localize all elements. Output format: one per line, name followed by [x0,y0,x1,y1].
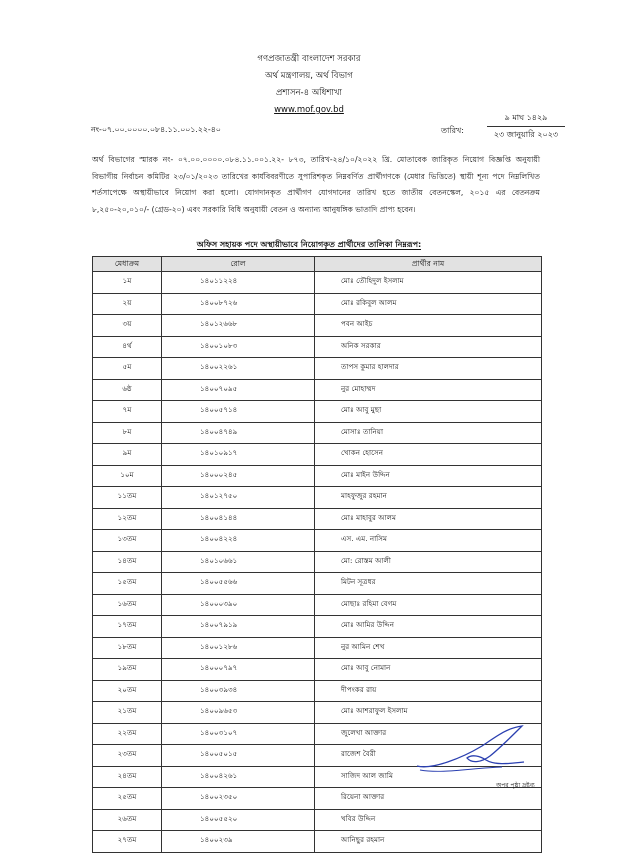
table-row [93,616,542,638]
table-row [93,444,542,466]
merit-cell: ৮ম [93,422,162,444]
merit-cell: ১৭তম [93,616,162,638]
merit-cell: ৩য় [93,315,162,337]
merit-cell: ২৪তম [93,766,162,788]
government-title: গণপ্রজাতন্ত্রী বাংলাদেশ সরকার [257,54,361,64]
name-cell: এস. এম. নাসিম [315,530,542,552]
table-row [93,272,542,294]
merit-cell: ৫ম [93,358,162,380]
roll-cell: ১৪০০৪১৪৪ [162,508,315,530]
table-row [93,422,542,444]
table-row [93,401,542,423]
table-row [93,831,542,853]
table-row [93,573,542,595]
name-cell: মোঃ আবু মুছা [315,401,542,423]
roll-cell: ১৪০০৪৭৪৯ [162,422,315,444]
header-merit: মেধাক্রম [93,257,162,272]
roll-cell: ১৪০০০৭৯৭ [162,659,315,681]
name-cell: রাজেশ বৈরী [315,745,542,767]
header-name: প্রার্থীর নাম [315,257,542,272]
merit-cell: ২৬তম [93,809,162,831]
table-row [93,336,542,358]
name-cell: মোঃ মাহাবুর আলম [315,508,542,530]
table-row [93,637,542,659]
table-row [93,508,542,530]
merit-cell: ১১তম [93,487,162,509]
ministry-title: অর্থ মন্ত্রণালয়, অর্থ বিভাগ [265,71,353,81]
name-cell: খোকন হোসেন [315,444,542,466]
name-cell: রিয়েনা আক্তার [315,788,542,810]
website-link[interactable]: www.mof.gov.bd [274,105,344,115]
roll-cell: ১৪০০১০৮৩ [162,336,315,358]
roll-cell: ১৪০১১২২৪ [162,272,315,294]
name-cell: নুর আমিন শেখ [315,637,542,659]
name-cell: জুলেখা আক্তার [315,723,542,745]
name-cell: পবন আইচ [315,315,542,337]
roll-cell: ১৪০০২২৬১ [162,358,315,380]
order-paragraph: অর্থ বিভাগের স্মারক নং- ০৭.০০.০০০০.০৮৪.১১.০০১.২২- ৮৭৩, তারিখ-২৪/১০/২০২২ খ্রি. মোতাবেক জারিকৃত নিয়োগ বিজ্ঞপ্তি অনুযায়ী বিভাগীয় নির্বাচন কমিটির ২৩/০১/২০২৩ তারিখের কার্যবিবরণীতে সুপারিশকৃত নিম্নবর্ণিত প্রার্থীগণকে (মেধার ভিত্তিতে) স্থায়ী শূন্য পদে নিম্নলিখিত শর্তসাপেক্ষে অস্থায়ীভাবে নিয়োগ করা হলো। যোগদানকৃত প্রার্থীগণ যোগদানের তারিখ হতে জাতীয় বেতনস্কেল, ২০১৫ এর বেতনক্রম ৮,২৫০-২০,০১০/- (গ্রেড-২০) এবং সরকারি বিধি অনুযায়ী বেতন ও অন্যান্য আনুষঙ্গিক ভাতাদি প্রাপ্য হবেন। [92,155,540,214]
roll-cell: ১৪০০৫০১৫ [162,745,315,767]
table-row [93,809,542,831]
table-row [93,659,542,681]
merit-cell: ১৮তম [93,637,162,659]
table-header-row [93,257,542,272]
merit-cell: ১ম [93,272,162,294]
table-row [93,293,542,315]
table-row [93,530,542,552]
merit-cell: ১০ম [93,465,162,487]
roll-cell: ১৪০০৭০৯৫ [162,379,315,401]
table-row [93,465,542,487]
roll-cell: ১৪০০৩৯৩৪ [162,680,315,702]
roll-cell: ১৪০০০২৪৫ [162,465,315,487]
merit-cell: ১৪তম [93,551,162,573]
merit-cell: ২৭তম [93,831,162,853]
merit-cell: ১২তম [93,508,162,530]
roll-cell: ১৪০১০৬৬১ [162,551,315,573]
roll-cell: ১৪০০৮৭২৬ [162,293,315,315]
name-cell: মোসাঃ তানিয়া [315,422,542,444]
name-cell: মোঃ তৌহিদুল ইসলাম [315,272,542,294]
signature [412,718,532,778]
name-cell: মো: রোস্তম আলী [315,551,542,573]
name-cell: তাপস কুমার হালদার [315,358,542,380]
name-cell: মোছাঃ রহিমা বেগম [315,594,542,616]
merit-cell: ২৫তম [93,788,162,810]
roll-cell: ১৪০০২৩৫০ [162,788,315,810]
roll-cell: ১৪০০৫৭১৪ [162,401,315,423]
roll-cell: ১৪০০০৩৯০ [162,594,315,616]
date-bangla: ৯ মাঘ ১৪২৯ [487,112,565,127]
roll-cell: ১৪০০২৩৯ [162,831,315,853]
name-cell: খবির উদ্দিন [315,809,542,831]
merit-cell: ২০তম [93,680,162,702]
memo-number: নং-০৭.০০.০০০০.০৮৪.১১.০০১.২২-৪০ [91,125,221,134]
merit-cell: ২৩তম [93,745,162,767]
roll-cell: ১৪০০৪২৬১ [162,766,315,788]
roll-cell: ১৪০০৩১০৭ [162,723,315,745]
merit-cell: ৪র্থ [93,336,162,358]
table-row [93,487,542,509]
name-cell: মাহফুজুর রহমান [315,487,542,509]
roll-cell: ১৪০১০৯১৭ [162,444,315,466]
wing-title: প্রশাসন-৪ অধিশাখা [276,88,342,98]
table-row [93,680,542,702]
merit-cell: ৬ষ্ঠ [93,379,162,401]
roll-cell: ১৪০০৪২২৪ [162,530,315,552]
table-title: অফিস সহায়ক পদে অস্থায়ীভাবে নিয়োগকৃত প্রার্থীদের তালিকা নিম্নরূপ: [196,240,422,249]
merit-cell: ১৬তম [93,594,162,616]
name-cell: সাজিদ আল জামি [315,766,542,788]
name-cell: অনিক সরকার [315,336,542,358]
merit-cell: ১৯তম [93,659,162,681]
table-row [93,315,542,337]
merit-cell: ১৫তম [93,573,162,595]
header-roll: রোল [162,257,315,272]
name-cell: আনিছুর রহমান [315,831,542,853]
roll-cell: ১৪০০১২৮৬ [162,637,315,659]
roll-cell: ১৪০১২৬৬৮ [162,315,315,337]
merit-cell: ৭ম [93,401,162,423]
page-turn-note: অপর পৃষ্ঠা দ্রষ্টব্য [496,782,535,789]
table-row [93,594,542,616]
roll-cell: ১৪০০৫৫২০ [162,809,315,831]
name-cell: মোঃ আমির উদ্দিন [315,616,542,638]
roll-cell: ১৪০০৭৯১৯ [162,616,315,638]
table-row [93,358,542,380]
roll-cell: ১৪০০৯৬৫৩ [162,702,315,724]
name-cell: মোঃ মাইন উদ্দিন [315,465,542,487]
merit-cell: ২২তম [93,723,162,745]
name-cell: মিটন সূত্রধর [315,573,542,595]
table-row [93,788,542,810]
merit-cell: ২য় [93,293,162,315]
roll-cell: ১৪০০৫৫৬৬ [162,573,315,595]
name-cell: মোঃ রকিবুল আলম [315,293,542,315]
name-cell: মোঃ আশরাফুল ইসলাম [315,702,542,724]
merit-cell: ১৩তম [93,530,162,552]
name-cell: দীপংকর রায় [315,680,542,702]
name-cell: নুর মোহাম্মদ [315,379,542,401]
name-cell: মোঃ আবু নোমান [315,659,542,681]
merit-cell: ২১তম [93,702,162,724]
table-row [93,551,542,573]
table-row [93,379,542,401]
roll-cell: ১৪০১২৭৫০ [162,487,315,509]
date-english: ২৩ জানুয়ারি ২০২৩ [493,130,559,139]
date-label: তারিখ: [441,126,464,135]
merit-cell: ৯ম [93,444,162,466]
